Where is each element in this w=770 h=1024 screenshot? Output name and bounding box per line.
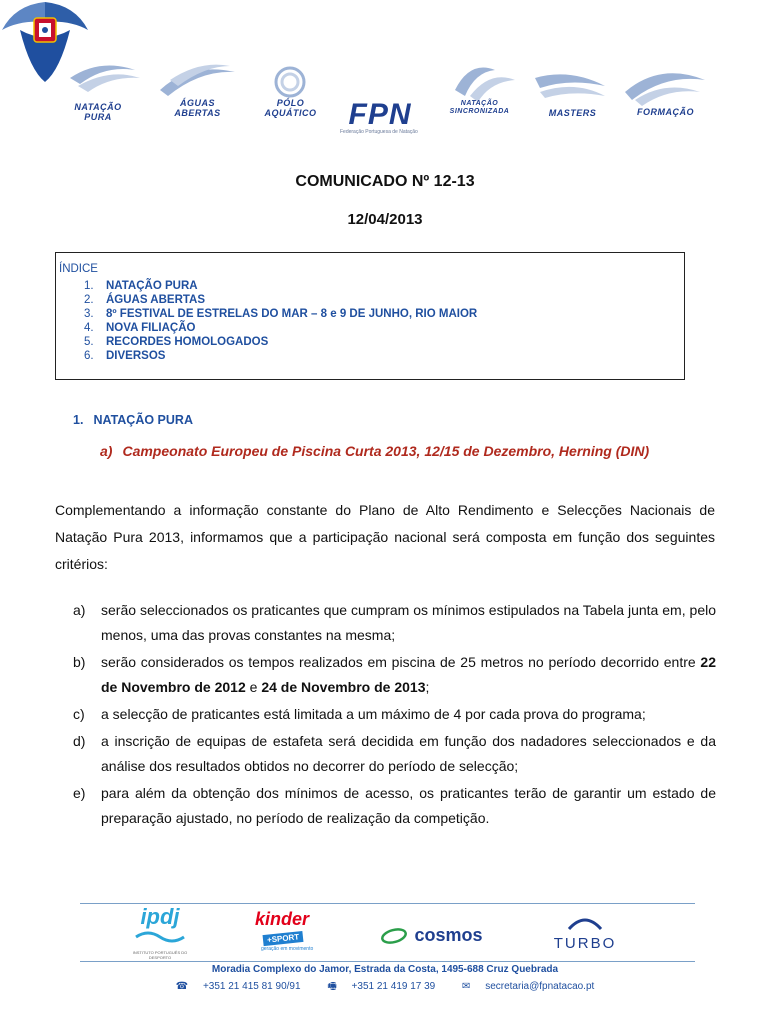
phone-contact[interactable]: ☎ +351 21 415 81 90/91 <box>175 981 301 992</box>
discipline-formacao: FORMAÇÃO <box>637 107 694 117</box>
turbo-logo: TURBO <box>545 915 625 953</box>
document-title: COMUNICADO Nº 12-13 <box>295 173 475 190</box>
discipline-masters: MASTERS <box>548 108 597 118</box>
aguas-abertas-swoosh-icon <box>160 65 235 96</box>
list-item: e) para além da obtenção dos mínimos de acesso, os praticantes terão de garantir um estado de preparação ajustado, no período de realização da competição. <box>73 785 716 826</box>
discipline-natacao-pura: NATAÇÃO PURA <box>74 102 122 122</box>
document-date: 12/04/2013 <box>347 211 423 228</box>
polo-aquatico-swoosh-icon <box>276 68 304 96</box>
footer-divider <box>80 961 695 962</box>
formacao-swoosh-icon <box>625 73 705 106</box>
list-item: c) a selecção de praticantes está limitada a um máximo de 4 por cada prova do programa; <box>73 706 646 722</box>
index-item[interactable]: 4. NOVA FILIAÇÃO <box>84 322 196 334</box>
ipdj-logo: ipdj INSTITUTO PORTUGUÊS DO DESPORTO <box>130 905 190 960</box>
fpn-logo-text: FPN <box>348 98 412 131</box>
turbo-wave-icon <box>565 915 605 931</box>
index-title: ÍNDICE <box>59 263 98 275</box>
list-item: d) a inscrição de equipas de estafeta será decidida em função dos nadadores seleccionados e da análise dos resultados obtidos no decorrer do período de selecção; <box>73 733 716 774</box>
fax-contact[interactable]: 🖷 +351 21 419 17 39 <box>327 981 436 992</box>
discipline-natacao-sincronizada: NATAÇÃO SINCRONIZADA <box>449 100 510 115</box>
index-item[interactable]: 1. NATAÇÃO PURA <box>84 280 198 292</box>
discipline-aguas-abertas: ÁGUAS ABERTAS <box>174 98 221 118</box>
index-item[interactable]: 2. ÁGUAS ABERTAS <box>84 294 206 306</box>
natacao-sincronizada-swoosh-icon <box>455 68 515 103</box>
page-header <box>0 0 770 150</box>
discipline-polo-aquatico: PÓLO AQUÁTICO <box>264 98 317 118</box>
criteria-list <box>73 598 716 831</box>
footer-address: Moradia Complexo do Jamor, Estrada da Costa, 1495-688 Cruz Quebrada <box>211 964 559 975</box>
phone-icon: ☎ <box>175 981 189 992</box>
email-icon: ✉ <box>462 981 471 992</box>
intro-paragraph: Complementando a informação constante do Plano de Alto Rendimento e Selecções Nacionais de Natação Pura 2013, informamos que a participação nacional será composta em função dos seguintes critérios: <box>55 502 715 572</box>
list-item: a) serão seleccionados os praticantes que cumpram os mínimos estipulados na Tabela junta em, pelo menos, uma das provas constantes na mesma; <box>73 602 716 643</box>
cosmos-swirl-icon <box>380 926 410 946</box>
index-item[interactable]: 6. DIVERSOS <box>84 350 166 362</box>
fpn-logo <box>0 0 90 110</box>
fpn-tagline: Federação Portuguesa de Natação <box>340 129 418 135</box>
index-item[interactable]: 3. 8º FESTIVAL DE ESTRELAS DO MAR – 8 e 9 DE JUNHO, RIO MAIOR <box>84 308 478 320</box>
wave-icon <box>130 929 190 945</box>
section-heading: 1. NATAÇÃO PURA <box>73 413 193 427</box>
fax-icon: 🖷 <box>327 981 337 992</box>
cosmos-logo: cosmos <box>380 925 490 947</box>
subsection-heading: a) Campeonato Europeu de Piscina Curta 2013, 12/15 de Dezembro, Herning (DIN) <box>100 443 650 459</box>
footer-contacts <box>0 979 770 996</box>
index-box <box>55 252 685 380</box>
kinder-sport-logo: kinder +SPORT geração em movimento <box>255 909 314 952</box>
index-list <box>84 279 477 363</box>
list-item: b) serão considerados os tempos realizados em piscina de 25 metros no período decorrido entre 22 de Novembro de 2012 e 24 de Novembro de 2013; <box>73 654 716 695</box>
index-item[interactable]: 5. RECORDES HOMOLOGADOS <box>84 336 269 348</box>
masters-swoosh-icon <box>535 74 605 98</box>
email-contact[interactable]: ✉ secretaria@fpnatacao.pt <box>462 981 595 992</box>
